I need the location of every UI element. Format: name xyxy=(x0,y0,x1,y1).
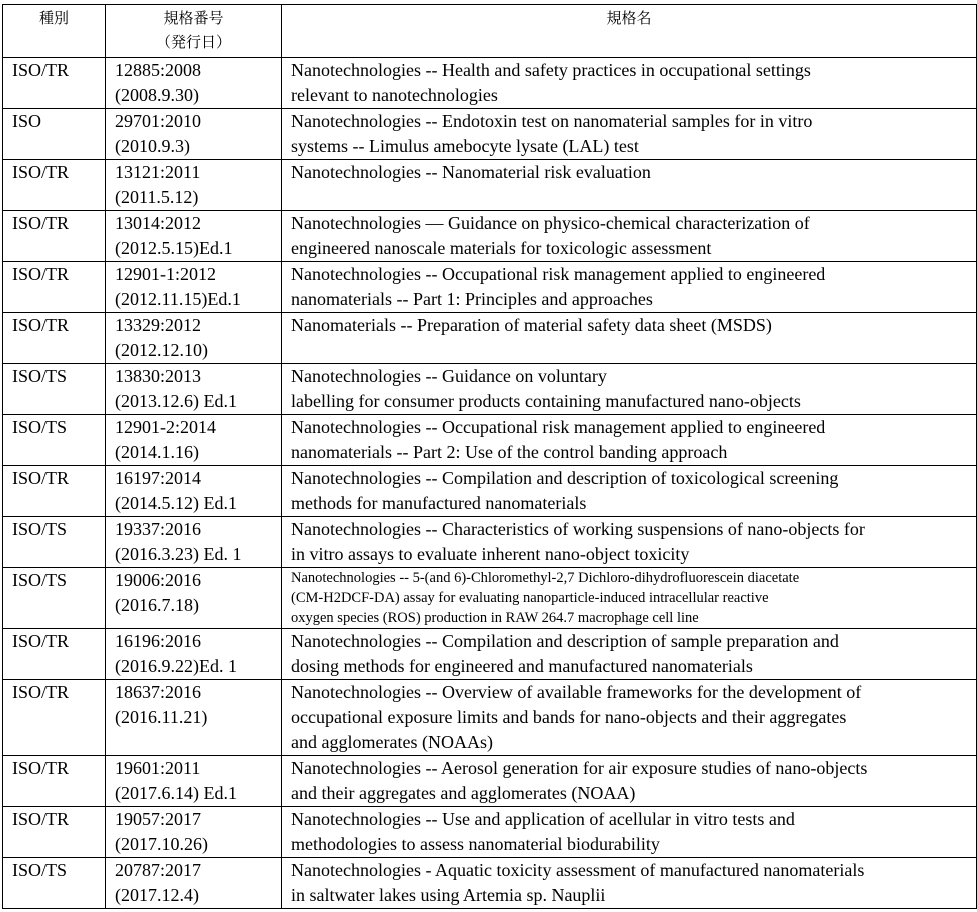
standard-type: ISO/TS xyxy=(3,568,106,629)
header-row xyxy=(3,5,977,58)
standard-type: ISO/TR xyxy=(3,680,106,756)
standard-name-cell xyxy=(282,568,977,629)
standard-number-cell xyxy=(106,415,282,466)
standard-number: 29701:2010 xyxy=(115,111,202,131)
standard-number-cell xyxy=(106,262,282,313)
standard-name-line: methods for manufactured nanomaterials xyxy=(291,493,587,513)
issue-date: (2017.10.26) xyxy=(115,834,208,854)
standard-name-line: engineered nanoscale materials for toxicologic assessment xyxy=(291,238,712,258)
standard-number: 12901-1:2012 xyxy=(115,264,216,284)
standard-name-line: Nanotechnologies -- Compilation and description of sample preparation and xyxy=(291,631,839,651)
standard-name-line: oxygen species (ROS) production in RAW 264.7 macrophage cell line xyxy=(291,610,699,626)
standard-name-line: occupational exposure limits and bands for nano-objects and their aggregates xyxy=(291,707,847,727)
standard-type: ISO/TR xyxy=(3,313,106,364)
table-row xyxy=(3,466,977,517)
standard-name-line: Nanotechnologies -- Endotoxin test on nanomaterial samples for in vitro xyxy=(291,111,813,131)
header-issued-label: （発行日） xyxy=(155,33,231,51)
standard-number-cell xyxy=(106,58,282,109)
standard-type: ISO/TS xyxy=(3,517,106,568)
standard-type: ISO/TR xyxy=(3,58,106,109)
standard-number: 19601:2011 xyxy=(115,758,201,778)
table-row xyxy=(3,58,977,109)
standard-name-cell xyxy=(282,680,977,756)
standard-name-line: and their aggregates and agglomerates (NOAA) xyxy=(291,783,636,803)
standard-number-cell xyxy=(106,109,282,160)
standards-table xyxy=(2,4,977,909)
standard-name-line: labelling for consumer products containing manufactured nano-objects xyxy=(291,391,801,411)
standard-number-cell xyxy=(106,807,282,858)
standard-name-cell xyxy=(282,807,977,858)
standard-number-cell xyxy=(106,680,282,756)
standard-name-line: Nanotechnologies -- Use and application of acellular in vitro tests and xyxy=(291,809,795,829)
standard-name-line: dosing methods for engineered and manufactured nanomaterials xyxy=(291,656,753,676)
standard-name-line: and agglomerates (NOAAs) xyxy=(291,732,493,752)
table-row xyxy=(3,211,977,262)
standard-name-line: nanomaterials -- Part 2: Use of the control banding approach xyxy=(291,442,728,462)
table-row xyxy=(3,262,977,313)
standard-type: ISO/TS xyxy=(3,415,106,466)
standard-type: ISO/TR xyxy=(3,262,106,313)
standard-name-cell xyxy=(282,858,977,909)
standard-type: ISO/TR xyxy=(3,807,106,858)
table-row xyxy=(3,807,977,858)
standard-type: ISO/TR xyxy=(3,629,106,680)
standard-number-cell xyxy=(106,364,282,415)
standard-number: 16197:2014 xyxy=(115,468,202,488)
standard-number: 19057:2017 xyxy=(115,809,202,829)
issue-date: (2016.7.18) xyxy=(115,595,199,615)
standard-name-line: Nanotechnologies -- 5-(and 6)-Chloromethyl-2,7 Dichloro-dihydrofluorescein diacetate xyxy=(291,570,800,586)
standard-type: ISO/TR xyxy=(3,756,106,807)
standards-table-body xyxy=(3,5,977,909)
standard-name-line: Nanotechnologies -- Guidance on voluntary xyxy=(291,366,607,386)
standard-number: 13014:2012 xyxy=(115,213,202,233)
header-type: 種別 xyxy=(3,5,106,58)
header-number xyxy=(106,5,282,58)
standard-name-line: relevant to nanotechnologies xyxy=(291,85,498,105)
standard-name-cell xyxy=(282,364,977,415)
issue-date: (2017.6.14) Ed.1 xyxy=(115,783,237,803)
standard-name-line: Nanotechnologies - Aquatic toxicity assessment of manufactured nanomaterials xyxy=(291,860,865,880)
issue-date: (2017.12.4) xyxy=(115,885,199,905)
standard-name-cell xyxy=(282,466,977,517)
standard-number: 18637:2016 xyxy=(115,682,202,702)
issue-date: (2012.11.15)Ed.1 xyxy=(115,289,241,309)
standard-name-line: in saltwater lakes using Artemia sp. Nauplii xyxy=(291,885,606,905)
standard-number: 19006:2016 xyxy=(115,570,202,590)
standard-name-line: Nanotechnologies — Guidance on physico-chemical characterization of xyxy=(291,213,810,233)
standard-type: ISO/TR xyxy=(3,160,106,211)
standard-name-line: in vitro assays to evaluate inherent nano-object toxicity xyxy=(291,544,690,564)
table-row xyxy=(3,568,977,629)
standard-number-cell xyxy=(106,629,282,680)
standard-number-cell xyxy=(106,313,282,364)
issue-date: (2014.5.12) Ed.1 xyxy=(115,493,237,513)
table-row xyxy=(3,313,977,364)
header-name: 規格名 xyxy=(282,5,977,58)
standard-name-line: methodologies to assess nanomaterial biodurability xyxy=(291,834,660,854)
table-row xyxy=(3,629,977,680)
standard-name-cell xyxy=(282,517,977,568)
standard-type: ISO/TR xyxy=(3,211,106,262)
standard-name-cell xyxy=(282,415,977,466)
standard-number-cell xyxy=(106,568,282,629)
standard-name-line: Nanotechnologies -- Compilation and description of toxicological screening xyxy=(291,468,839,488)
standard-name-line: Nanotechnologies -- Nanomaterial risk evaluation xyxy=(291,162,651,182)
issue-date: (2008.9.30) xyxy=(115,85,199,105)
standard-name-line: systems -- Limulus amebocyte lysate (LAL) test xyxy=(291,136,639,156)
standard-name-cell xyxy=(282,629,977,680)
issue-date: (2016.3.23) Ed. 1 xyxy=(115,544,242,564)
standard-number: 12885:2008 xyxy=(115,60,202,80)
issue-date: (2016.9.22)Ed. 1 xyxy=(115,656,237,676)
standard-name-cell xyxy=(282,58,977,109)
standard-number: 13830:2013 xyxy=(115,366,202,386)
standard-name-line: nanomaterials -- Part 1: Principles and approaches xyxy=(291,289,653,309)
standard-name-cell xyxy=(282,160,977,211)
standard-number-cell xyxy=(106,756,282,807)
standard-name-line: Nanotechnologies -- Occupational risk management applied to engineered xyxy=(291,417,826,437)
standard-name-line: Nanomaterials -- Preparation of material safety data sheet (MSDS) xyxy=(291,315,772,335)
issue-date: (2013.12.6) Ed.1 xyxy=(115,391,237,411)
standard-name-cell xyxy=(282,262,977,313)
standard-name-cell xyxy=(282,211,977,262)
standard-type: ISO/TR xyxy=(3,466,106,517)
standard-name-line: Nanotechnologies -- Health and safety practices in occupational settings xyxy=(291,60,811,80)
standard-name-line: Nanotechnologies -- Aerosol generation for air exposure studies of nano-objects xyxy=(291,758,868,778)
table-row xyxy=(3,109,977,160)
standard-name-line: (CM-H2DCF-DA) assay for evaluating nanoparticle-induced intracellular reactive xyxy=(291,590,769,606)
table-row xyxy=(3,415,977,466)
table-row xyxy=(3,756,977,807)
standard-number-cell xyxy=(106,211,282,262)
standard-number: 13329:2012 xyxy=(115,315,202,335)
standard-name-cell xyxy=(282,756,977,807)
standard-number: 20787:2017 xyxy=(115,860,202,880)
issue-date: (2016.11.21) xyxy=(115,707,208,727)
table-row xyxy=(3,517,977,568)
table-row xyxy=(3,364,977,415)
standard-number: 19337:2016 xyxy=(115,519,202,539)
issue-date: (2012.5.15)Ed.1 xyxy=(115,238,233,258)
issue-date: (2011.5.12) xyxy=(115,187,199,207)
standard-type: ISO/TS xyxy=(3,858,106,909)
standard-number: 12901-2:2014 xyxy=(115,417,216,437)
standard-name-line: Nanotechnologies -- Characteristics of working suspensions of nano-objects for xyxy=(291,519,865,539)
standard-number: 16196:2016 xyxy=(115,631,202,651)
standard-number-cell xyxy=(106,517,282,568)
standard-name-cell xyxy=(282,109,977,160)
standard-number: 13121:2011 xyxy=(115,162,201,182)
table-row xyxy=(3,160,977,211)
issue-date: (2014.1.16) xyxy=(115,442,199,462)
header-number-label: 規格番号 xyxy=(163,9,224,27)
standard-type: ISO xyxy=(3,109,106,160)
standard-number-cell xyxy=(106,858,282,909)
table-row xyxy=(3,680,977,756)
issue-date: (2010.9.3) xyxy=(115,136,190,156)
standard-name-line: Nanotechnologies -- Overview of available frameworks for the development of xyxy=(291,682,862,702)
standard-name-cell xyxy=(282,313,977,364)
standard-number-cell xyxy=(106,160,282,211)
standard-type: ISO/TS xyxy=(3,364,106,415)
issue-date: (2012.12.10) xyxy=(115,340,208,360)
standard-number-cell xyxy=(106,466,282,517)
standard-name-line: Nanotechnologies -- Occupational risk management applied to engineered xyxy=(291,264,826,284)
table-row xyxy=(3,858,977,909)
